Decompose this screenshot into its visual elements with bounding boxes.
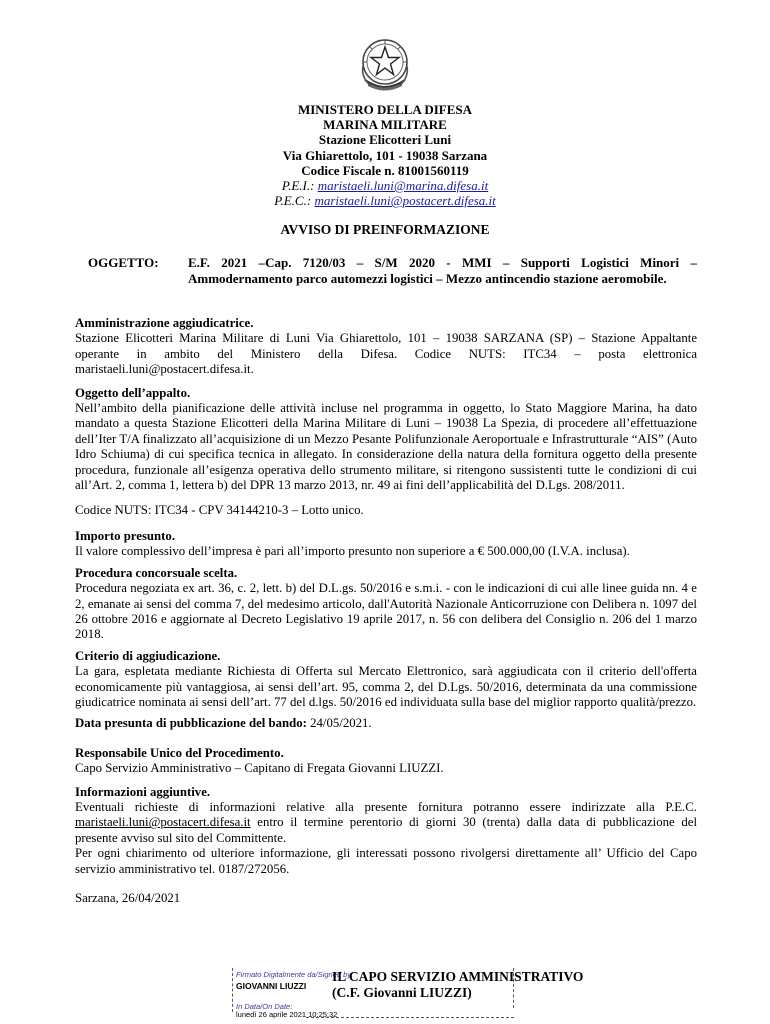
pei-email-link[interactable]: maristaeli.luni@marina.difesa.it [317, 178, 489, 194]
section-text: Capo Servizio Amministrativo – Capitano di Fregata Giovanni LIUZZI. [75, 761, 444, 776]
pec-email-link[interactable]: maristaeli.luni@postacert.difesa.it [314, 193, 496, 209]
info-text-pre: Eventuali richieste di informazioni relative alla presente fornitura potranno essere indirizzate alla P.E.C. [75, 799, 697, 814]
letterhead [0, 102, 770, 208]
section-amministrazione [75, 316, 697, 378]
signed-date-label: In Data/On Date: [236, 1002, 293, 1011]
document-body [75, 316, 697, 906]
section-responsabile [75, 746, 697, 777]
section-text: Per ogni chiarimento od ulteriore informazione, gli interessati possono rivolgersi direttamente all’ Ufficio del Capo servizio amministrativo tel. 0187/272056. [75, 846, 697, 876]
pec-label: P.E.C.: [274, 193, 315, 209]
section-heading: Criterio di aggiudicazione. [75, 648, 221, 663]
section-heading: Responsabile Unico del Procedimento. [75, 745, 284, 760]
info-text-post: entro il termine perentorio di giorni 30 (trenta) dalla data di pubblicazione del presente avviso sul sito del Committente. [75, 815, 697, 845]
closing-title: IL CAPO SERVIZIO AMMINISTRATIVO [332, 969, 584, 984]
section-heading: Oggetto dell’appalto. [75, 385, 191, 400]
italian-republic-emblem-icon [359, 36, 411, 96]
fiscal-code: Codice Fiscale n. 81001560119 [301, 162, 469, 178]
oggetto-text: E.F. 2021 –Cap. 7120/03 – S/M 2020 - MMI – Supporti Logistici Minori – Ammodernamento parco automezzi logistici – Mezzo antincendio stazione aeromobile. [188, 255, 697, 286]
section-text [75, 800, 697, 846]
nuts-cpv-line: Codice NUTS: ITC34 - CPV 34144210-3 – Lotto unico. [75, 503, 364, 518]
data-bando-label: Data presunta di pubblicazione del bando: [75, 716, 307, 731]
section-text: Nell’ambito della pianificazione delle attività incluse nel programma in oggetto, lo Stato Maggiore Marina, ha dato mandato a questa Stazione Elicotteri della Marina Militare di Luni – 19038 La Spezia, di procedere all’effettuazione dell’Iter T/A finalizzato all’acquisizione di un Mezzo Pesante Polifunzionale Aeroportuale e Infrastrutturale “AIS” (Auto Idro Schiuma) di cui specifica tecnica in allegato. In considerazione della natura della fornitura oggetto della presente procedura, funzionale all’esigenza operativa dello strumento militare, si ritengono sussistenti tutte le condizioni di cui all’Art. 2, comma 1, lettera b) del DPR 13 marzo 2013, nr. 49 ai fini dell’applicabilità del D.Lgs. 208/2011. [75, 401, 697, 493]
section-heading: Amministrazione aggiudicatrice. [75, 316, 254, 330]
closing-name: (C.F. Giovanni LIUZZI) [332, 985, 472, 1000]
section-text: Stazione Elicotteri Marina Militare di Luni Via Ghiarettolo, 101 – 19038 SARZANA (SP) – Stazione Appaltante operante in ambito del Ministero della Difesa. Codice NUTS: ITC34 – posta elettronica maristaeli.luni@postacert.difesa.it. [75, 331, 697, 377]
section-text: La gara, espletata mediante Richiesta di Offerta sul Mercato Elettronico, sarà aggiudicata con il criterio dell'offerta economicamente più vantaggiosa, ai sensi dell’art. 95, comma 2, del D.Lgs. 50/2016, determinata da una commissione giudicatrice nominata ai sensi dell’art. 77 del d.lgs. 50/2016 ed individuata sulla base del miglior rapporto qualità/prezzo. [75, 664, 697, 709]
section-heading: Importo presunto. [75, 528, 176, 543]
pei-line [0, 178, 770, 193]
station-name: Stazione Elicotteri Luni [318, 132, 452, 148]
section-heading: Procedura concorsuale scelta. [75, 565, 238, 580]
section-importo [75, 529, 697, 560]
section-heading: Informazioni aggiuntive. [75, 784, 211, 799]
pec-email-link[interactable]: maristaeli.luni@postacert.difesa.it [75, 815, 251, 830]
ministry-name: MINISTERO DELLA DIFESA [297, 102, 473, 117]
pec-line [0, 193, 770, 208]
pei-label: P.E.I.: [281, 178, 318, 194]
signer-name: GIOVANNI LIUZZI [236, 981, 307, 991]
section-informazioni [75, 785, 697, 877]
section-oggetto-appalto [75, 386, 697, 519]
section-text: Procedura negoziata ex art. 36, c. 2, lett. b) del D.L.gs. 50/2016 e s.m.i. - con le indicazioni di cui alle linee guida nn. 4 e 2, emanate ai sensi del comma 7, del medesimo articolo, dall'Autorità Nazionale Anticorruzione con Delibera n. 1097 del 26 ottobre 2016 e aggiornate al Decreto Legislativo 19 aprile 2017, n. 56 con delibera del Consiglio n. 206 del 1 marzo 2018. [75, 581, 697, 642]
place-date: Sarzana, 26/04/2021 [75, 891, 181, 905]
signed-date-value: lunedì 26 aprile 2021 10:25:32 [236, 1010, 338, 1019]
section-criterio [75, 649, 697, 711]
section-procedura [75, 566, 697, 643]
section-data-bando [75, 716, 697, 731]
signed-by-label: Firmato Digitalmente da/Signed by: [236, 970, 354, 979]
data-bando-value: 24/05/2021. [306, 716, 372, 731]
navy-name: MARINA MILITARE [323, 117, 447, 133]
document-title: AVVISO DI PREINFORMAZIONE [280, 222, 490, 237]
oggetto-label: OGGETTO: [88, 255, 159, 270]
section-text: Il valore complessivo dell’impresa è pari all’importo presunto non superiore a € 500.000,00 (I.V.A. inclusa). [75, 544, 630, 559]
station-address: Via Ghiarettolo, 101 - 19038 Sarzana [282, 147, 488, 163]
